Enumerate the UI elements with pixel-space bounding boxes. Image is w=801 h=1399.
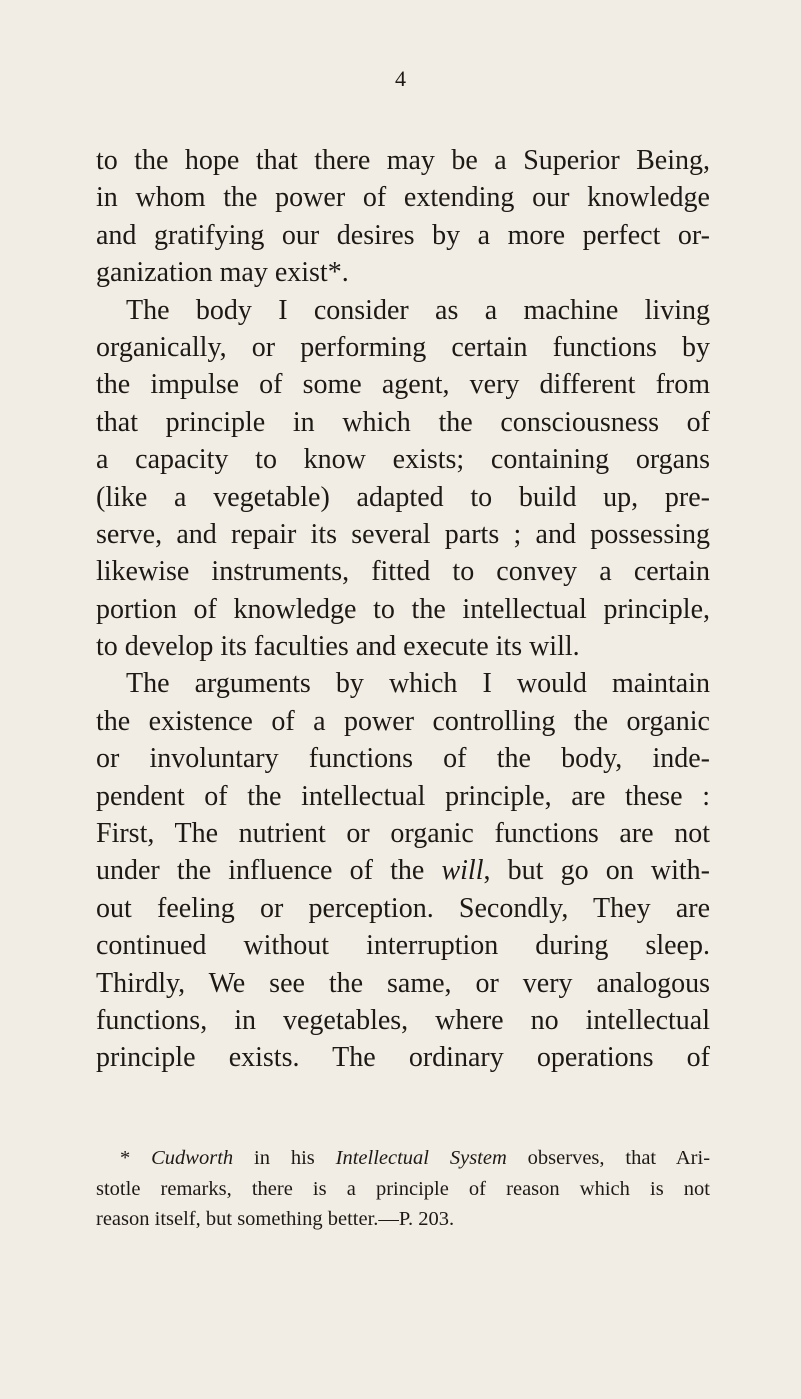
- text-segment: , but go on with-: [483, 855, 711, 887]
- text-line: the impulse of some agent, very different from: [96, 369, 710, 401]
- text-line: ganization may exist*.: [96, 257, 349, 289]
- footnote-work-title: Intellectual System: [335, 1147, 507, 1169]
- text-line: or involuntary functions of the body, inde-: [96, 743, 710, 775]
- text-line: organically, or performing certain functions by: [96, 331, 710, 363]
- text-line: portion of knowledge to the intellectual principle,: [96, 593, 710, 625]
- text-line: likewise instruments, fitted to convey a certain: [96, 556, 710, 588]
- text-line: that principle in which the consciousness of: [96, 406, 710, 438]
- text-segment: under the influence of the: [96, 855, 442, 887]
- footnote: [96, 1143, 710, 1235]
- emphasized-word: will: [441, 855, 484, 887]
- text-line: The arguments by which I would maintain: [126, 668, 710, 700]
- text-line: to develop its faculties and execute its will.: [96, 631, 580, 663]
- text-segment: in his: [233, 1147, 336, 1169]
- footnote-line: stotle remarks, there is a principle of reason which is not: [96, 1177, 710, 1200]
- text-line: in whom the power of extending our knowledge: [96, 182, 710, 214]
- page-number: 4: [395, 66, 406, 91]
- text-segment: observes, that Ari-: [506, 1147, 711, 1169]
- text-line: out feeling or perception. Secondly, They are: [96, 892, 710, 924]
- text-line: serve, and repair its several parts ; and possessing: [96, 518, 710, 550]
- text-line: principle exists. The ordinary operations of: [96, 1042, 710, 1074]
- text-line: First, The nutrient or organic functions are not: [96, 818, 710, 850]
- text-line: and gratifying our desires by a more perfect or-: [96, 219, 710, 251]
- body-text: [96, 142, 710, 1077]
- text-line: The body I consider as a machine living: [126, 294, 710, 326]
- text-line: functions, in vegetables, where no intellectual: [96, 1004, 710, 1036]
- footnote-line: [96, 1143, 710, 1174]
- text-line: to the hope that there may be a Superior Being,: [96, 145, 710, 176]
- footnote-marker: *: [120, 1147, 152, 1169]
- text-line: continued without interruption during sleep.: [96, 930, 710, 962]
- text-line: Thirdly, We see the same, or very analogous: [96, 967, 710, 999]
- footnote-line: reason itself, but something better.—P. 203.: [96, 1208, 455, 1230]
- text-line: [96, 852, 710, 889]
- text-line: (like a vegetable) adapted to build up, pre-: [96, 481, 710, 513]
- text-line: the existence of a power controlling the organic: [96, 705, 710, 737]
- text-line: a capacity to know exists; containing organs: [96, 444, 710, 476]
- footnote-author: Cudworth: [151, 1147, 234, 1169]
- text-line: pendent of the intellectual principle, are these :: [96, 780, 710, 812]
